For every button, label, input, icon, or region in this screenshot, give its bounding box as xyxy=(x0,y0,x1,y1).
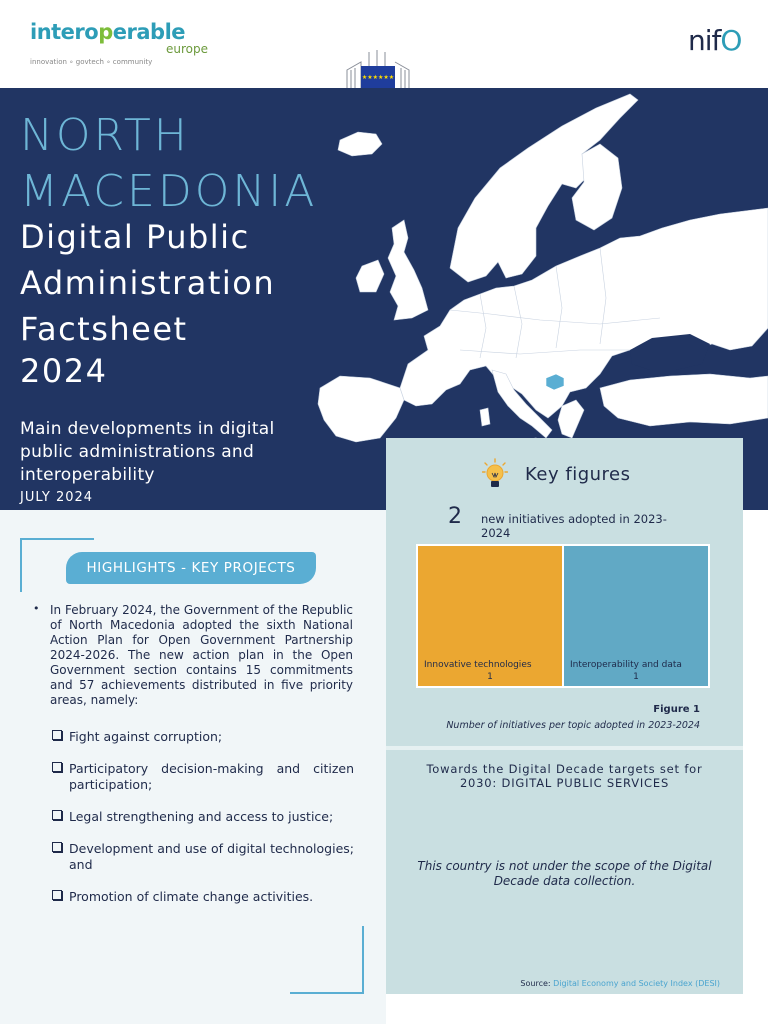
treemap-cell xyxy=(564,546,708,686)
highlights-section xyxy=(0,510,386,1024)
logo-tagline: innovation ∘ govtech ∘ community xyxy=(30,58,153,66)
priority-area-text: Fight against corruption; xyxy=(69,729,223,744)
initiatives-count: 2 xyxy=(448,504,462,529)
checkbox-bullet-icon xyxy=(52,890,62,900)
priority-area-text: Development and use of digital technologies; and xyxy=(69,841,354,872)
bullet-marker: • xyxy=(33,602,40,615)
figure-label: Figure 1 xyxy=(653,704,700,715)
highlights-badge: HIGHLIGHTS - KEY PROJECTS xyxy=(66,552,316,584)
checkbox-bullet-icon xyxy=(52,842,62,852)
priority-area-text: Participatory decision-making and citizen participation; xyxy=(69,761,354,792)
treemap-cell-label: Innovative technologies xyxy=(424,660,532,670)
nifo-text-accent: O xyxy=(720,24,742,57)
interoperable-europe-logo xyxy=(30,20,208,66)
country-title-line: NORTH xyxy=(20,110,190,161)
source-link[interactable]: Digital Economy and Society Index (DESI) xyxy=(553,979,720,988)
hero-subtitle: Main developments in digital public administrations and interoperability xyxy=(20,419,275,485)
priority-area-item xyxy=(52,809,354,825)
source-label: Source: xyxy=(520,979,554,988)
nifo-text: nif xyxy=(688,24,721,57)
key-figures-panel xyxy=(386,438,743,994)
document-title-line: Factsheet xyxy=(20,310,188,348)
lightbulb-icon xyxy=(482,458,508,492)
checkbox-bullet-icon xyxy=(52,762,62,772)
nifo-logo xyxy=(688,24,741,57)
interoperable-wordmark xyxy=(30,20,185,44)
source-note xyxy=(406,979,720,988)
priority-area-text: Promotion of climate change activities. xyxy=(69,889,314,904)
treemap-cell-value: 1 xyxy=(487,672,493,682)
document-title-line: Digital Public xyxy=(20,218,250,256)
scope-note: This country is not under the scope of the Digital Decade data collection. xyxy=(417,859,712,888)
priority-area-item xyxy=(52,761,354,792)
digital-decade-title: Towards the Digital Decade targets set for 2030: DIGITAL PUBLIC SERVICES xyxy=(426,762,703,790)
treemap-cell-value: 1 xyxy=(633,672,639,682)
country-title xyxy=(20,108,317,220)
priority-area-item xyxy=(52,841,354,872)
figure-caption: Number of initiatives per topic adopted in 2023-2024 xyxy=(446,720,700,731)
country-title-line: MACEDONIA xyxy=(20,166,318,217)
initiatives-count-description: new initiatives adopted in 2023-2024 xyxy=(481,512,667,540)
logo-subtext: europe xyxy=(166,42,208,56)
checkbox-bullet-icon xyxy=(52,810,62,820)
section-divider xyxy=(386,746,743,750)
key-figures-title: Key figures xyxy=(525,464,631,485)
priority-area-item xyxy=(52,729,354,745)
highlights-paragraph: In February 2024, the Government of the Republic of North Macedonia adopted the sixth National Action Plan for Open Government Partnership 2024-2026. The new action plan in the Open Government section contains 15 commitments and 57 achievements distributed in five priority areas, namely: xyxy=(50,603,353,707)
logo-text-part: intero xyxy=(30,20,99,44)
treemap-cell xyxy=(418,546,562,686)
treemap-cell-label: Interoperability and data xyxy=(570,660,682,670)
initiatives-treemap-chart xyxy=(416,544,710,688)
document-year: 2024 xyxy=(20,352,108,390)
page-header xyxy=(0,0,768,90)
decorative-bracket-bottom xyxy=(290,926,364,994)
logo-text-accent: p xyxy=(98,20,113,44)
publication-date: JULY 2024 xyxy=(20,490,94,505)
logo-text-part: erable xyxy=(112,20,186,44)
eu-flag-icon: ★★★★★★ xyxy=(361,66,395,90)
checkbox-bullet-icon xyxy=(52,730,62,740)
document-title xyxy=(20,214,340,352)
priority-area-item xyxy=(52,889,354,905)
document-title-line: Administration xyxy=(20,264,276,302)
priority-area-text: Legal strengthening and access to justice; xyxy=(69,809,334,824)
